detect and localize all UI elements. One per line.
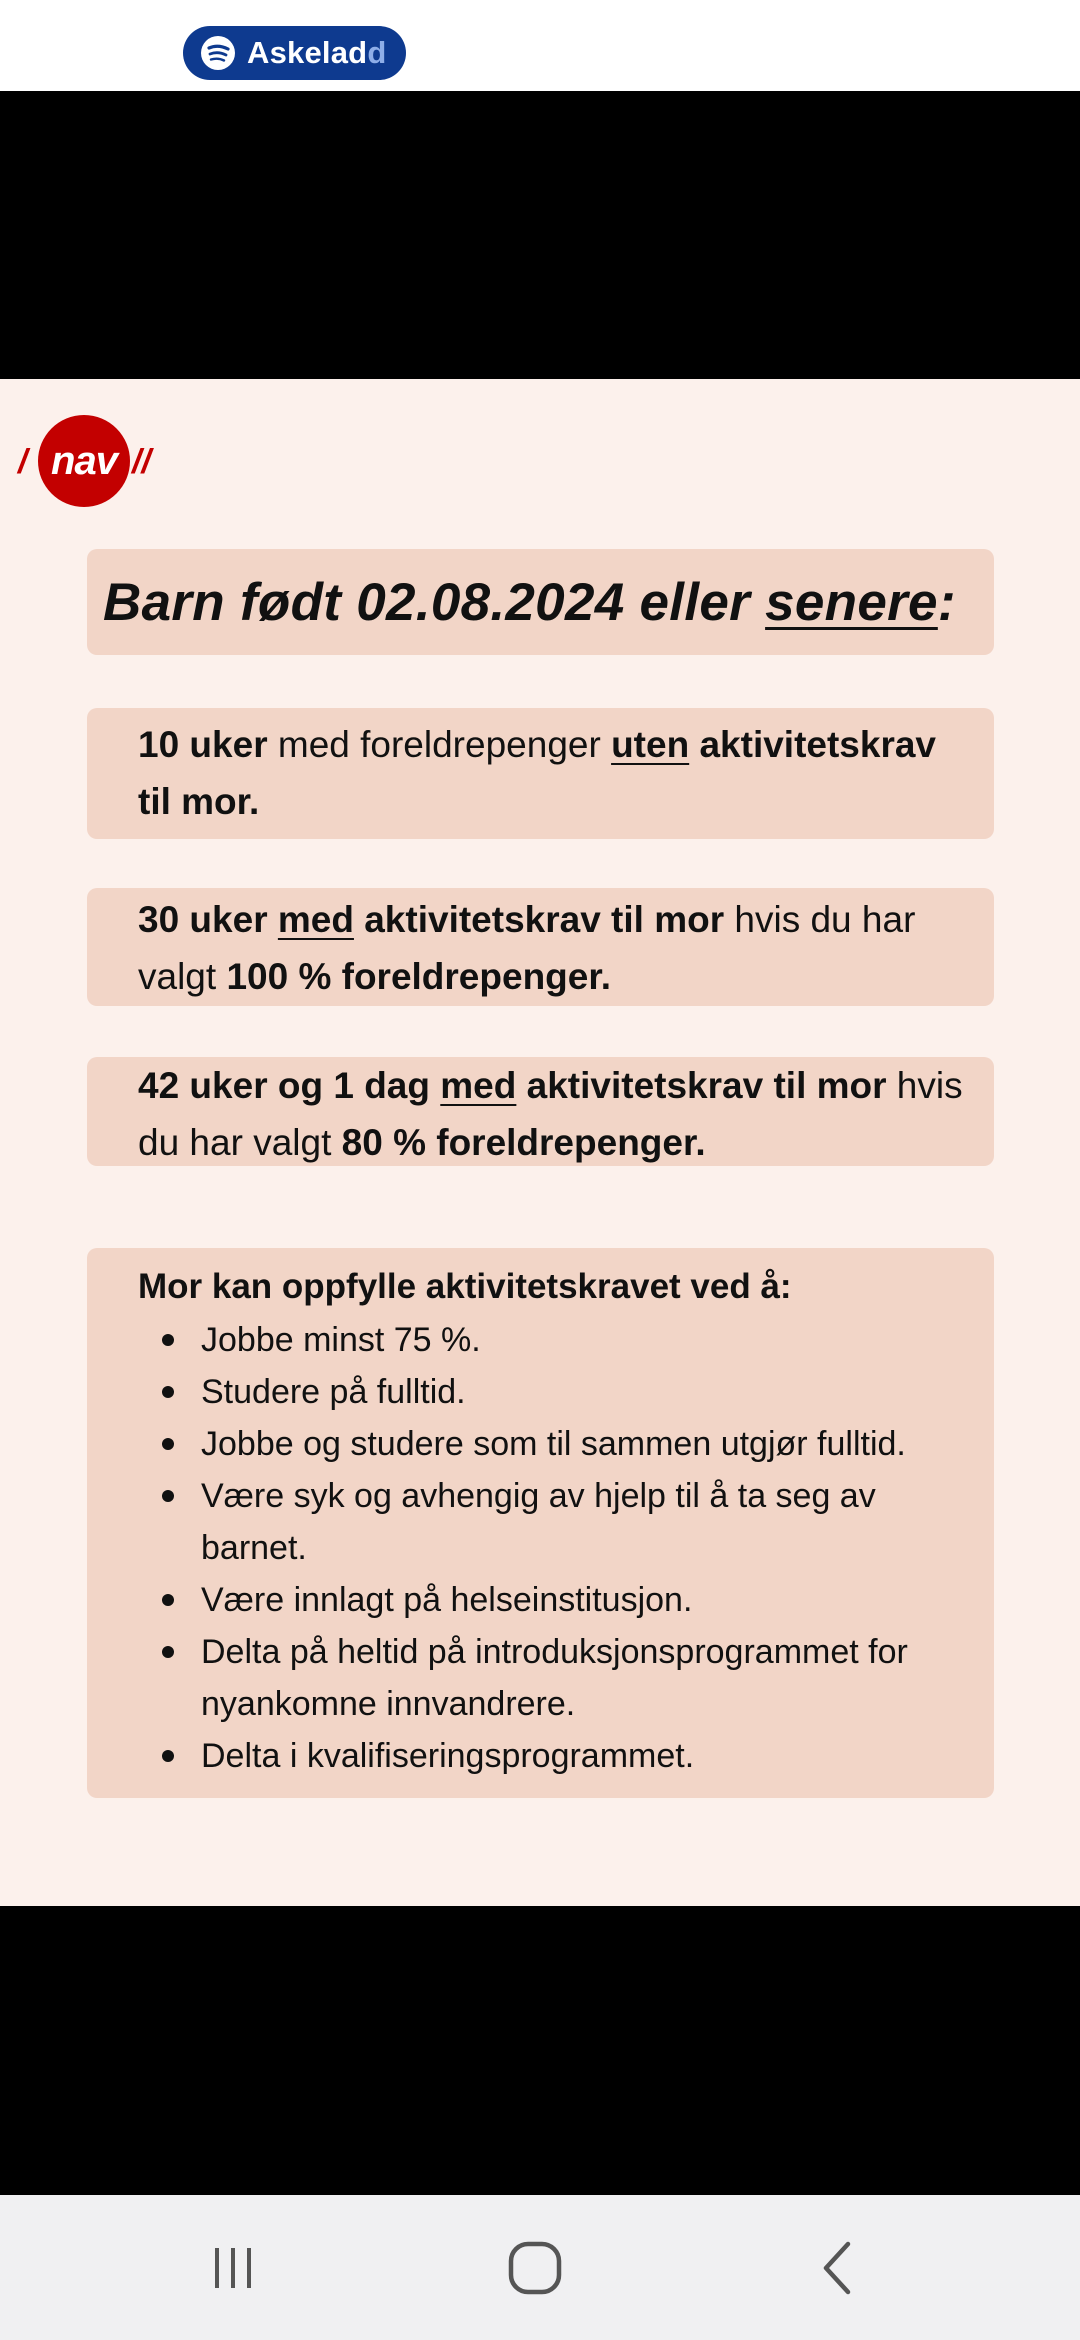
info-box-30-weeks <box>87 888 994 1006</box>
list-item: Jobbe minst 75 %. <box>140 1314 994 1366</box>
bullet-icon <box>162 1594 174 1606</box>
list-item: Jobbe og studere som til sammen utgjør fulltid. <box>140 1418 994 1470</box>
status-bar <box>0 0 1080 91</box>
home-button[interactable] <box>455 2195 615 2340</box>
letterbox-top <box>0 91 1080 379</box>
info-box-42-weeks <box>87 1057 994 1166</box>
list-item: Studere på fulltid. <box>140 1366 994 1418</box>
requirements-heading: Mor kan oppfylle aktivitetskravet ved å: <box>138 1267 792 1306</box>
system-navigation-bar <box>0 2195 1080 2340</box>
recent-apps-icon <box>203 2238 263 2298</box>
back-button[interactable] <box>758 2195 918 2340</box>
spotify-icon <box>201 36 235 70</box>
title-box <box>87 549 994 655</box>
requirements-list <box>87 1314 994 1782</box>
home-icon <box>505 2238 565 2298</box>
bullet-icon <box>162 1386 174 1398</box>
list-item: Være syk og avhengig av hjelp til å ta seg av barnet. <box>140 1470 994 1574</box>
info-text-10-weeks: 10 uker med foreldrepenger uten aktivitetskrav til mor. <box>138 724 937 822</box>
info-box-10-weeks <box>87 708 994 839</box>
list-item: Delta på heltid på introduksjonsprogrammet for nyankomne innvandrere. <box>140 1626 994 1730</box>
nav-logo: / nav // <box>14 415 164 515</box>
recent-apps-button[interactable] <box>153 2195 313 2340</box>
bullet-icon <box>162 1646 174 1658</box>
nav-info-image <box>0 379 1080 1906</box>
spotify-now-playing-pill[interactable] <box>183 26 406 80</box>
page-title: Barn født 02.08.2024 eller senere: <box>103 572 956 632</box>
letterbox-bottom <box>0 1906 1080 2195</box>
list-item: Delta i kvalifiseringsprogrammet. <box>140 1730 994 1782</box>
list-item: Være innlagt på helseinstitusjon. <box>140 1574 994 1626</box>
requirements-box <box>87 1248 994 1798</box>
nav-logo-text: nav <box>51 438 117 483</box>
bullet-icon <box>162 1490 174 1502</box>
info-text-42-weeks: 42 uker og 1 dag med aktivitetskrav til mor hvis du har valgt 80 % foreldrepenger. <box>138 1065 963 1163</box>
bullet-icon <box>162 1750 174 1762</box>
info-text-30-weeks: 30 uker med aktivitetskrav til mor hvis du har valgt 100 % foreldrepenger. <box>138 899 916 997</box>
bullet-icon <box>162 1334 174 1346</box>
back-icon <box>808 2238 868 2298</box>
bullet-icon <box>162 1438 174 1450</box>
spotify-pill-label: Askeladd <box>247 35 387 70</box>
